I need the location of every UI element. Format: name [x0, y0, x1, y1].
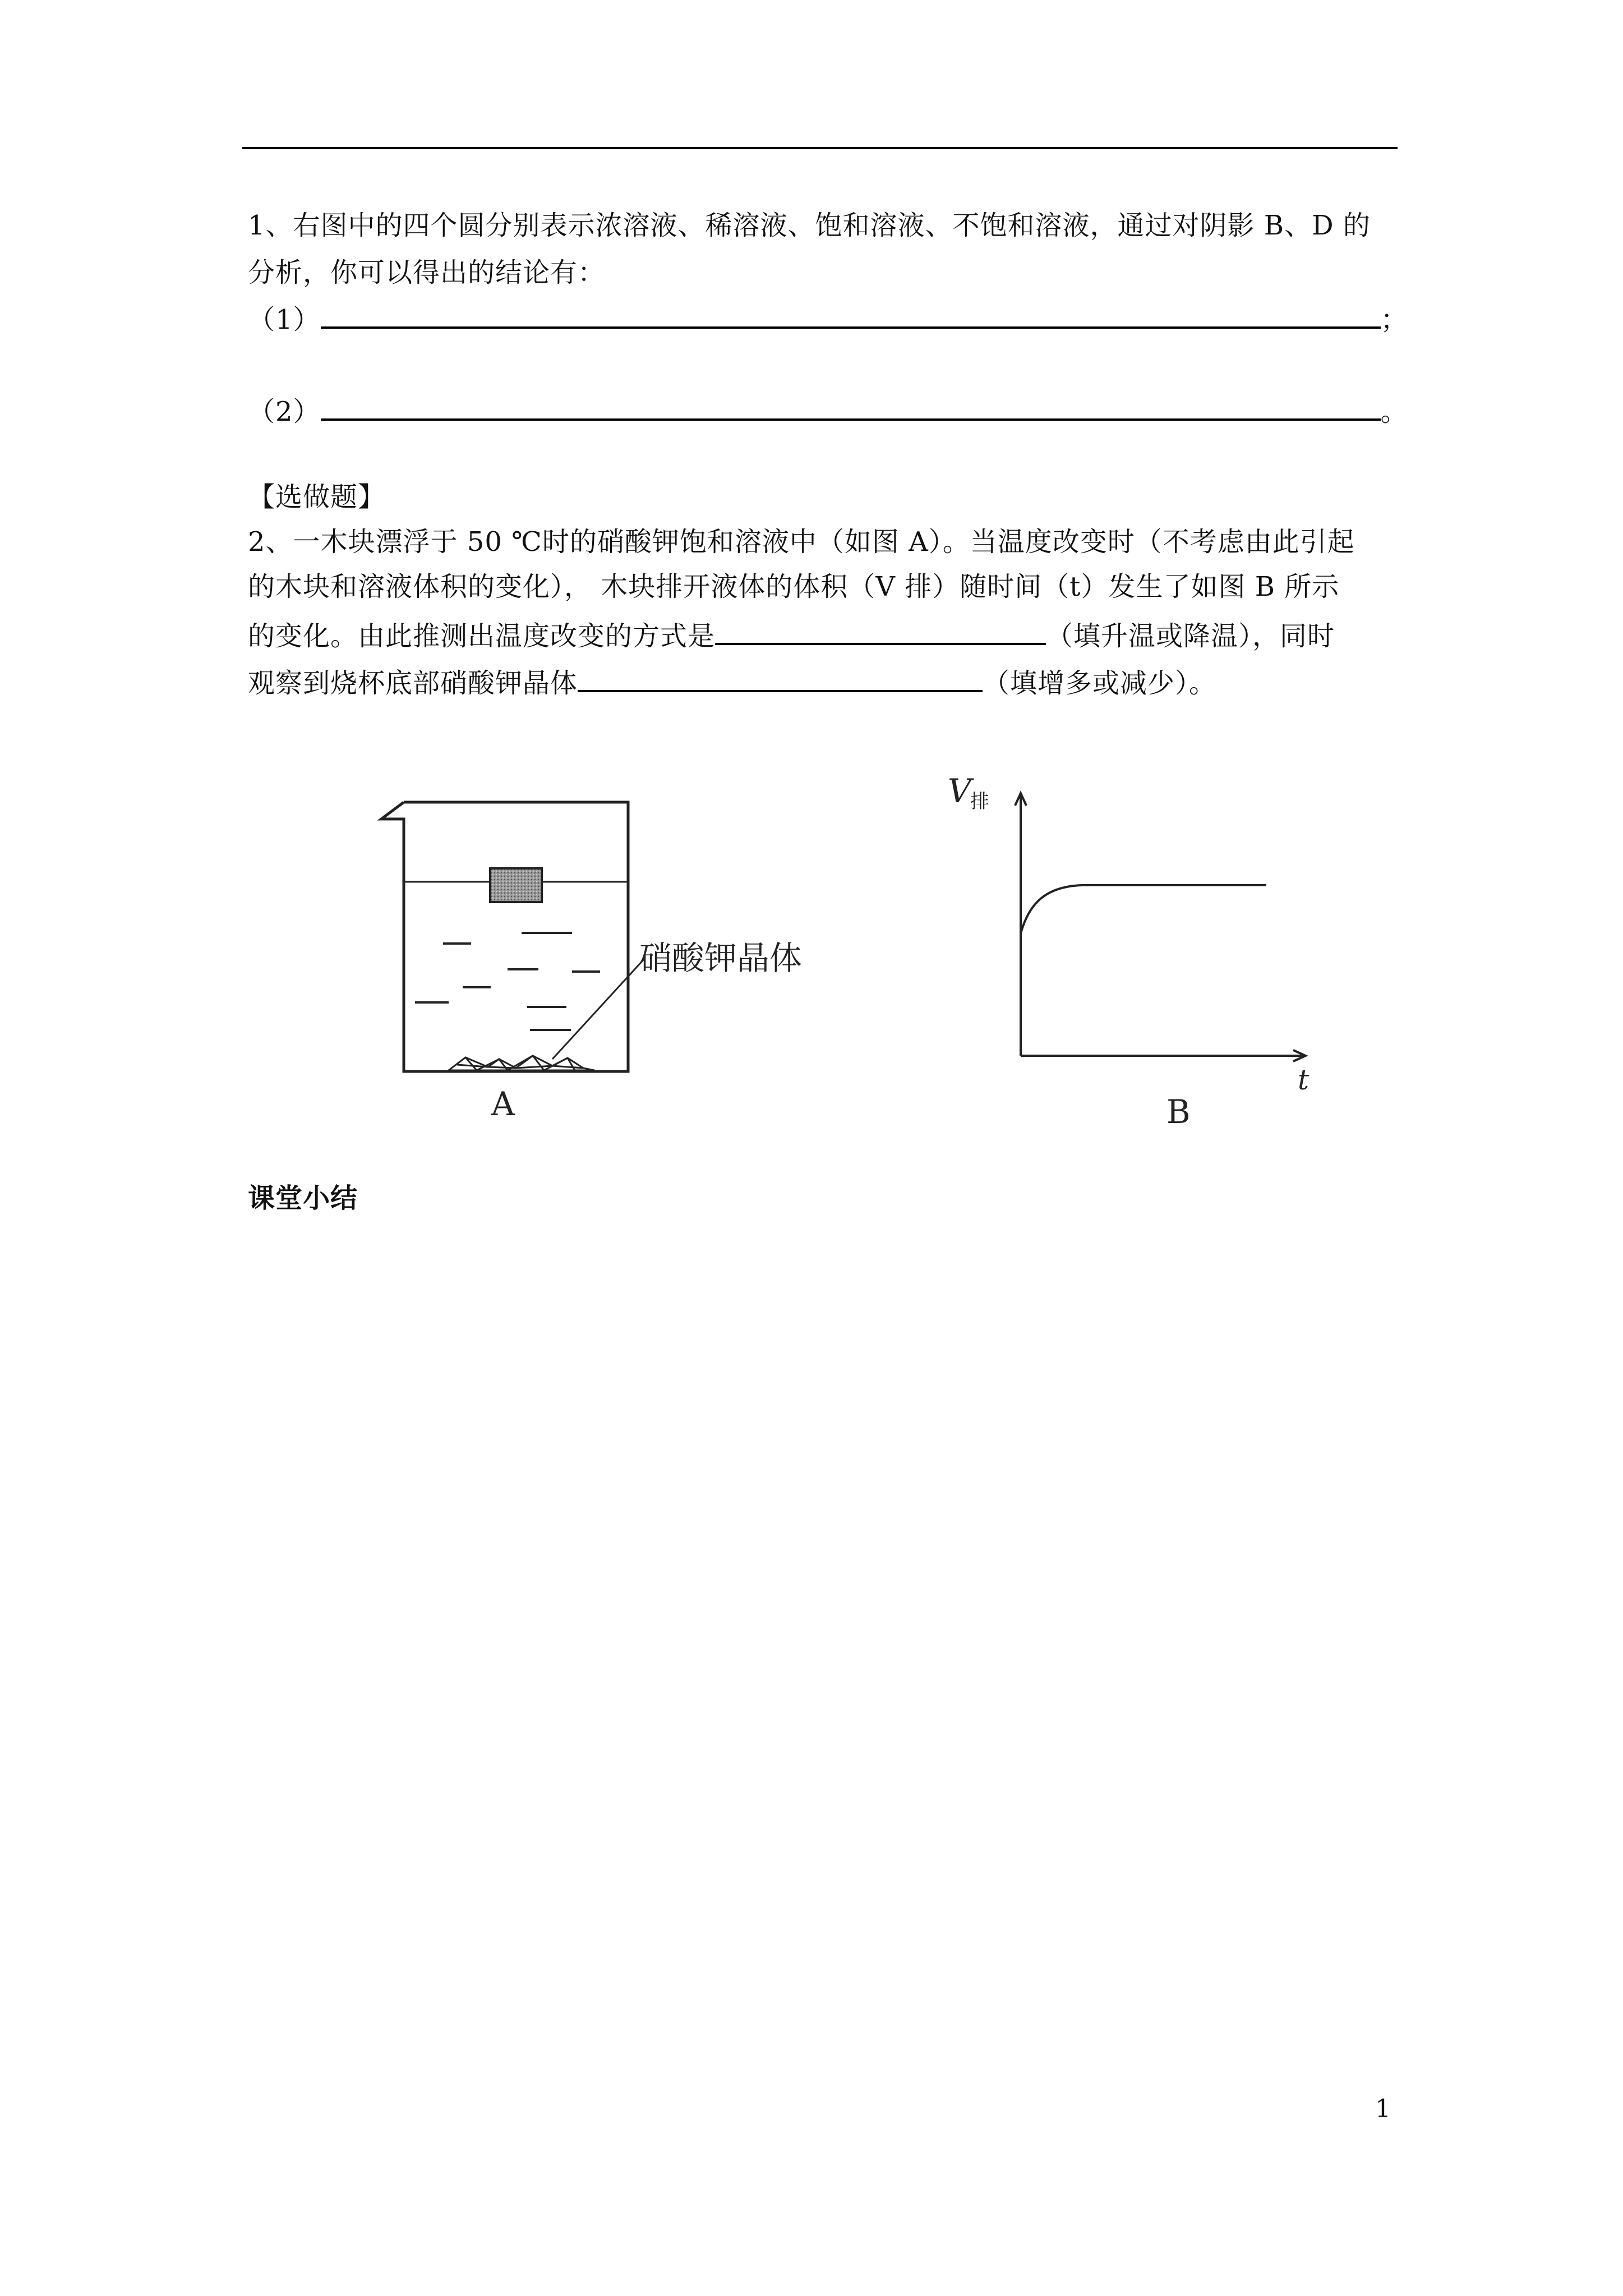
q1-item-2-label: （2）	[248, 396, 321, 427]
q1-item-1	[248, 301, 1408, 337]
q1-line-1: 1、右图中的四个圆分别表示浓溶液、稀溶液、饱和溶液、不饱和溶液，通过对阴影 B、D 的	[248, 210, 1371, 241]
q2-line-3	[248, 617, 1335, 653]
figure-a-beaker	[359, 774, 864, 1133]
crystal-leader-line	[552, 958, 645, 1059]
crystal-label: 硝酸钾晶体	[639, 939, 803, 977]
page-number: 1	[1375, 2095, 1391, 2123]
q1-line-2: 分析，你可以得出的结论有：	[248, 257, 606, 288]
figure-b-caption: B	[1166, 1093, 1191, 1131]
q1-item-2	[248, 393, 1408, 429]
q2-line-3-start: 的变化。由此推测出温度改变的方式是	[248, 620, 716, 652]
q2-line-1: 2、一木块漂浮于 50 ℃时的硝酸钾饱和溶液中（如图 A）。当温度改变时（不考虑由此引起	[248, 526, 1355, 558]
q2-line-3-end: （填升温或降温），同时	[1046, 620, 1335, 652]
q1-item-1-end: ；	[1380, 304, 1408, 335]
optional-section-header: 【选做题】	[248, 481, 386, 513]
summary-header: 课堂小结	[248, 1182, 358, 1214]
crystal-pile	[449, 1056, 594, 1070]
beaker-outline	[381, 802, 628, 1071]
figure-a-caption: A	[491, 1085, 515, 1123]
q2-answer-blank-2[interactable]	[578, 664, 983, 692]
q2-line-4	[248, 664, 1216, 700]
q2-line-2: 的木块和溶液体积的变化）， 木块排开液体的体积（V 排）随时间（t）发生了如图 B 所示	[248, 571, 1340, 602]
q1-item-1-label: （1）	[248, 304, 321, 335]
figure-b-graph	[931, 774, 1335, 1133]
liquid-dashes	[415, 933, 600, 1030]
y-axis-subscript: 排	[970, 790, 989, 813]
x-axis-label: t	[1298, 1064, 1310, 1096]
header-rule	[242, 147, 1398, 149]
q2-line-4-end: （填增多或减少）。	[983, 668, 1217, 699]
y-axis-label: V	[948, 774, 971, 810]
q2-answer-blank-1[interactable]	[715, 617, 1046, 645]
q1-answer-blank-2[interactable]	[321, 393, 1381, 421]
q1-item-2-end: 。	[1380, 396, 1408, 427]
v-t-curve	[1021, 885, 1266, 933]
wood-block	[490, 868, 542, 902]
q1-answer-blank-1[interactable]	[321, 301, 1381, 329]
q2-line-4-start: 观察到烧杯底部硝酸钾晶体	[248, 668, 578, 699]
